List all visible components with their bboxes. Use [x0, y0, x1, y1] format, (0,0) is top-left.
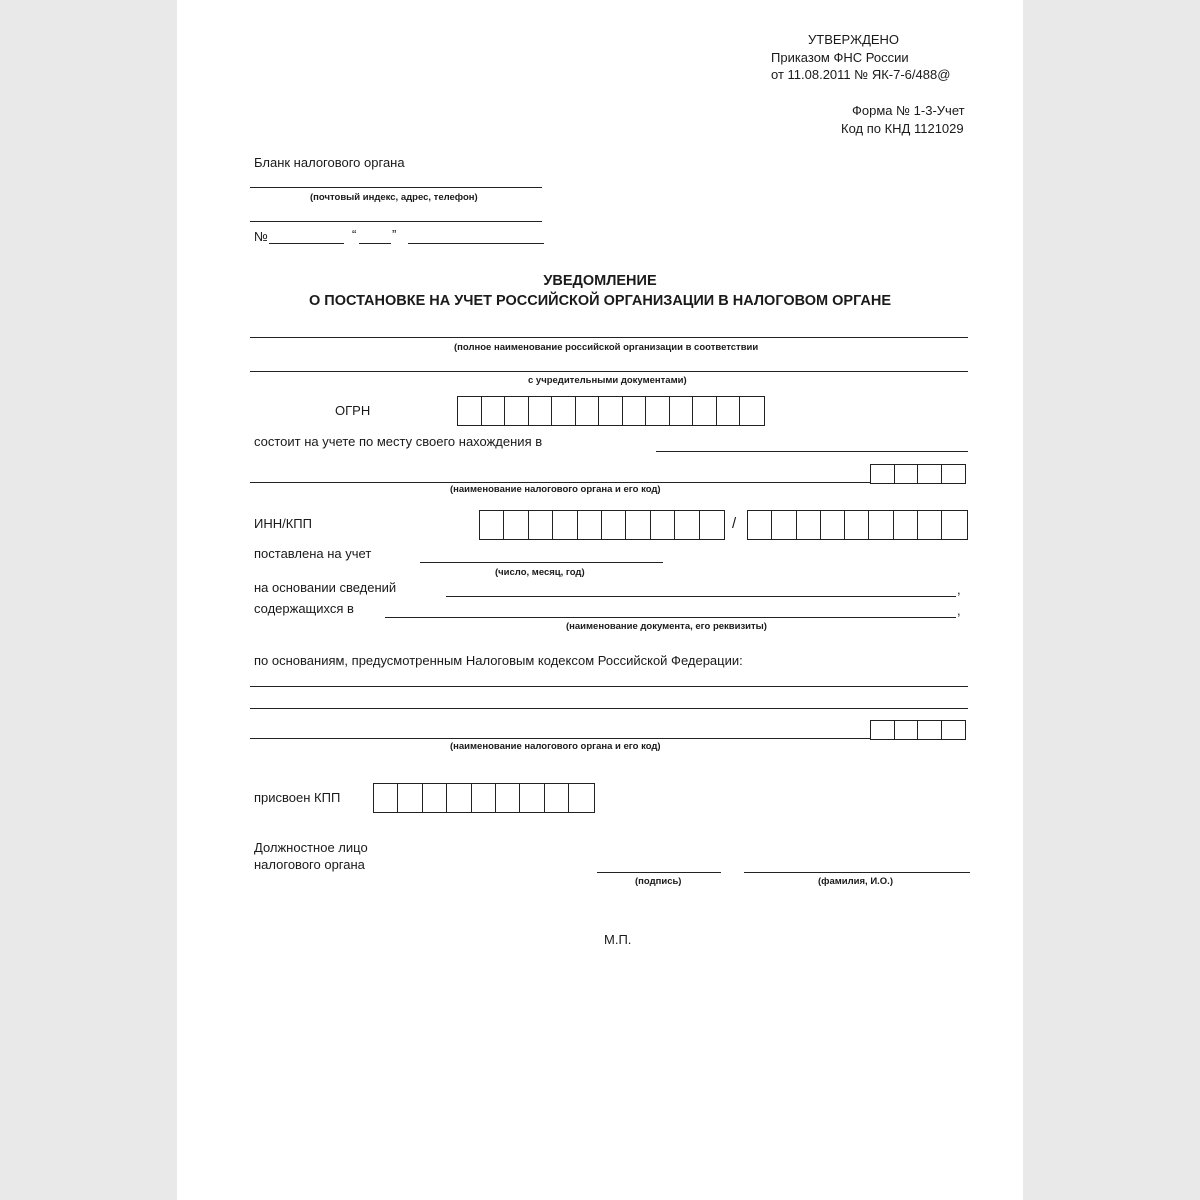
quote-open: “	[352, 227, 357, 242]
registered-date-line	[420, 562, 663, 563]
form-title-line2: О ПОСТАНОВКЕ НА УЧЕТ РОССИЙСКОЙ ОРГАНИЗАЦИИ В НАЛОГОВОМ ОРГАНЕ	[308, 293, 892, 309]
tax-org-line-1	[250, 482, 870, 483]
contained-line	[385, 617, 956, 618]
date-line	[408, 243, 544, 244]
order-date: от 11.08.2011 № ЯК-7-6/488@	[771, 67, 951, 82]
address-line	[250, 187, 542, 188]
form-number: Форма № 1-3-Учет	[852, 103, 965, 118]
tax-org-line-2	[250, 738, 870, 739]
tax-org-hint-1: (наименование налогового органа и его код)	[450, 484, 661, 495]
registered-text: состоит на учете по месту своего нахождения в	[254, 434, 543, 449]
name-hint: (фамилия, И.О.)	[818, 876, 893, 887]
assigned-kpp-boxes[interactable]	[373, 783, 595, 813]
address-line-2	[250, 221, 542, 222]
tax-org-code-boxes-2[interactable]	[870, 720, 966, 740]
official-label-line2: налогового органа	[254, 857, 365, 872]
ogrn-label: ОГРН	[335, 403, 371, 418]
basis-comma: ,	[957, 582, 961, 597]
contained-label: содержащихся в	[254, 601, 354, 616]
tax-org-hint-2: (наименование налогового органа и его код)	[450, 741, 661, 752]
inn-kpp-label: ИНН/КПП	[254, 516, 312, 531]
registered-line	[656, 451, 968, 452]
signature-hint: (подпись)	[635, 876, 682, 887]
inn-boxes[interactable]	[479, 510, 725, 540]
form-page	[177, 0, 1023, 1200]
basis-line	[446, 596, 956, 597]
grounds-text: по основаниям, предусмотренным Налоговым кодексом Российской Федерации:	[254, 653, 743, 668]
basis-label: на основании сведений	[254, 580, 397, 595]
ogrn-boxes[interactable]	[457, 396, 765, 426]
name-line	[744, 872, 970, 873]
form-title-line1: УВЕДОМЛЕНИЕ	[543, 273, 657, 289]
official-label-line1: Должностное лицо	[254, 840, 368, 855]
day-line	[359, 243, 391, 244]
tax-org-code-boxes-1[interactable]	[870, 464, 966, 484]
quote-close: ”	[392, 227, 397, 242]
approved-label: УТВЕРЖДЕНО	[808, 32, 900, 47]
org-name-line-1	[250, 337, 968, 338]
grounds-line-2	[250, 708, 968, 709]
contained-comma: ,	[957, 603, 961, 618]
assigned-kpp-label: присвоен КПП	[254, 790, 341, 805]
knd-code: Код по КНД 1121029	[841, 121, 964, 136]
signature-line	[597, 872, 721, 873]
number-line	[269, 243, 344, 244]
doc-hint: (наименование документа, его реквизиты)	[566, 621, 767, 632]
date-hint: (число, месяц, год)	[495, 567, 585, 578]
stamp-label: М.П.	[604, 932, 632, 947]
inn-kpp-slash: /	[732, 515, 737, 532]
org-name-hint-1: (полное наименование российской организации в соответствии	[454, 342, 759, 353]
number-label: №	[254, 229, 268, 244]
kpp-boxes[interactable]	[747, 510, 968, 540]
order-label: Приказом ФНС России	[771, 50, 909, 65]
org-name-line-2	[250, 371, 968, 372]
org-name-hint-2: с учредительными документами)	[528, 375, 687, 386]
blank-label: Бланк налогового органа	[254, 155, 405, 170]
registered-date-label: поставлена на учет	[254, 546, 372, 561]
grounds-line-1	[250, 686, 968, 687]
address-hint: (почтовый индекс, адрес, телефон)	[310, 192, 478, 203]
